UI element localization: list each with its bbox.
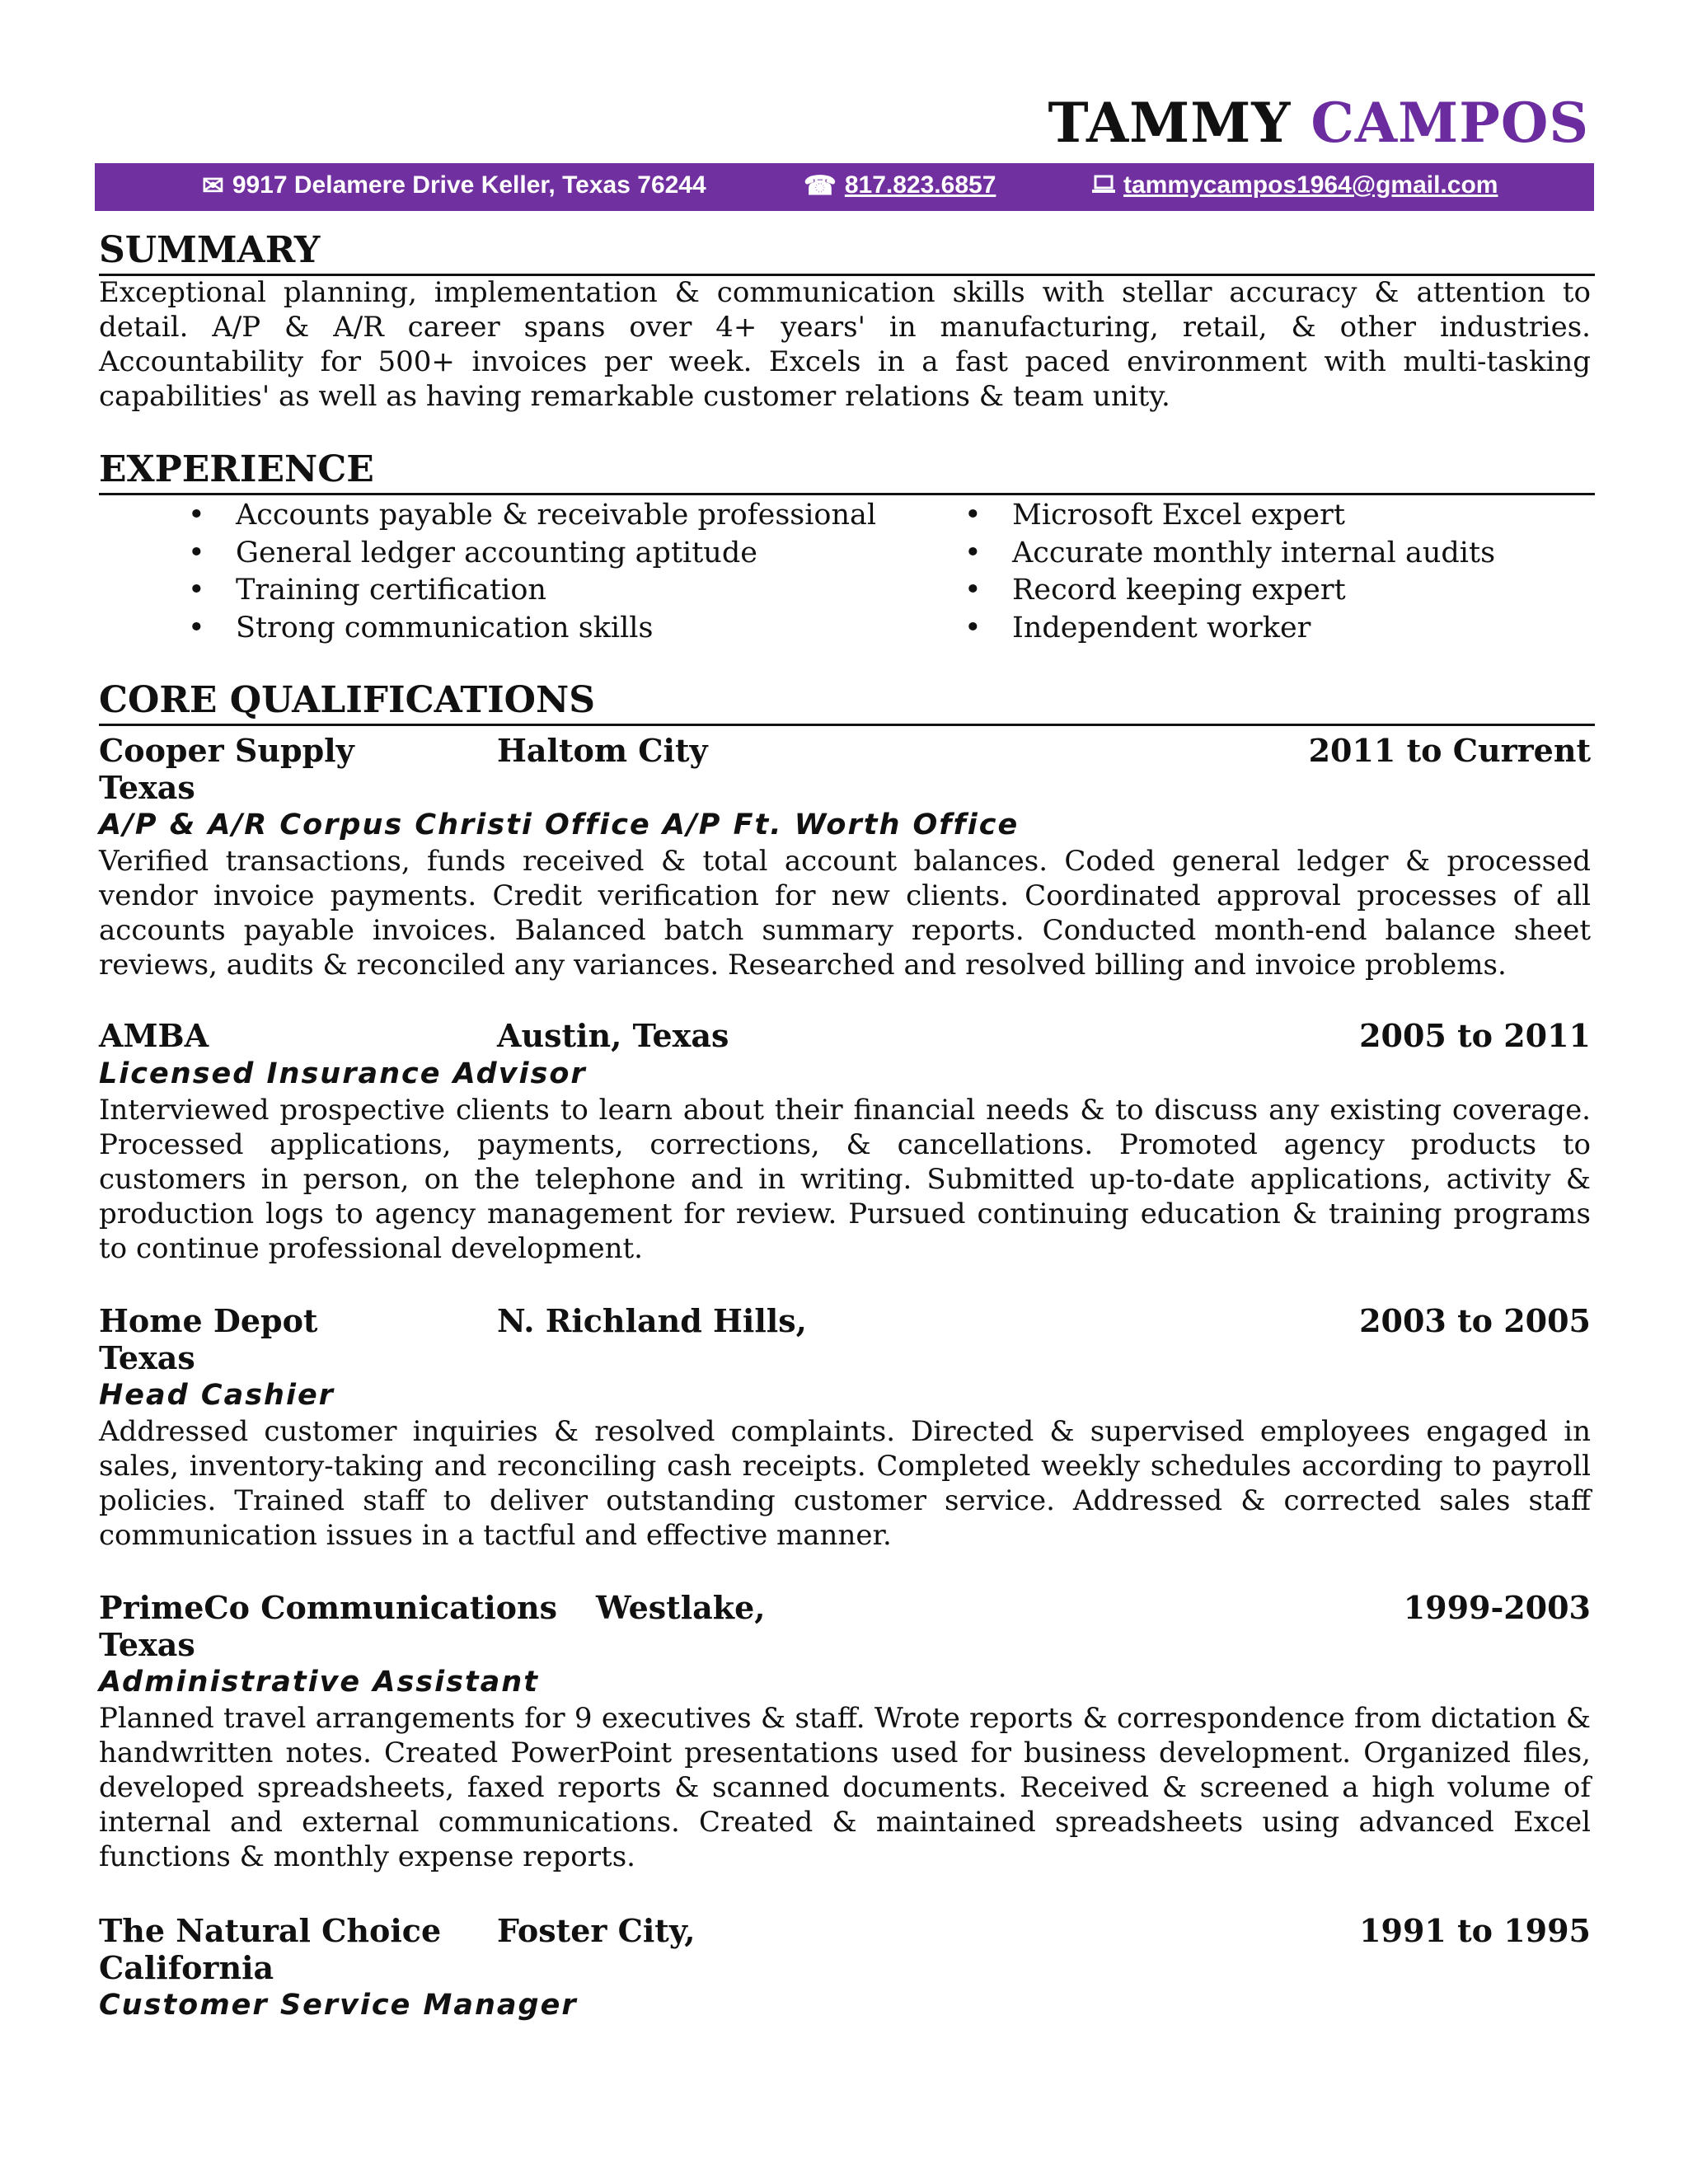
job-company: PrimeCo Communications <box>99 1589 558 1626</box>
email-link[interactable]: tammycampos1964@gmail.com <box>1123 171 1498 199</box>
job-description: Addressed customer inquiries & resolved complaints. Directed & supervised employees engaged in sales, inventory-taking and reconciling cash receipts. Completed weekly schedules according to payroll policies. Trained staff to deliver outstanding customer service. Addressed & corrected sales staff communication issues in a tactful and effective manner. <box>99 1415 1591 1552</box>
experience-list-right <box>964 497 1495 647</box>
job-description: Interviewed prospective clients to learn about their financial needs & to discuss any existing coverage. Processed applications, payments, corrections, & cancellations. Promoted agency products to customers in person, on the telephone and in writing. Submitted up-to-date applications, activity & production logs to agency management for review. Pursued continuing education & training programs to continue professional development. <box>99 1094 1591 1265</box>
summary-text: Exceptional planning, implementation & communication skills with stellar accuracy & attention to detail. A/P & A/R career spans over 4+ years' in manufacturing, retail, & other industries. Accountability for 500+ invoices per week. Excels in a fast paced environment with multi-tasking capabilities' as well as having remarkable customer relations & team unity. <box>99 276 1591 413</box>
job-state: Texas <box>99 769 195 806</box>
contact-bar <box>95 163 1594 211</box>
address-text: 9917 Delamere Drive Keller, Texas 76244 <box>232 171 706 199</box>
job-title: A/P & A/R Corpus Christi Office A/P Ft. Worth Office <box>99 808 1020 841</box>
laptop-icon <box>1092 172 1115 199</box>
experience-item: • Microsoft Excel expert <box>964 497 1495 535</box>
job-state: Texas <box>99 1626 195 1663</box>
job-dates: 2005 to 2011 <box>1359 1017 1591 1054</box>
job-description: Planned travel arrangements for 9 executives & staff. Wrote reports & correspondence from dictation & handwritten notes. Created PowerPoint presentations used for business development. Organized files, developed spreadsheets, faxed reports & scanned documents. Received & screened a high volume of internal and external communications. Created & maintained spreadsheets using advanced Excel functions & monthly expense reports. <box>99 1702 1591 1873</box>
job-header <box>99 1017 1591 1055</box>
experience-item: • Training certification <box>188 572 876 610</box>
job-description: Verified transactions, funds received & total account balances. Coded general ledger & processed vendor invoice payments. Credit verification for new clients. Coordinated approval processes of all accounts payable invoices. Balanced batch summary reports. Conducted month-end balance sheet reviews, audits & reconciled any variances. Researched and resolved billing and invoice problems. <box>99 845 1591 982</box>
experience-item: • Independent worker <box>964 610 1495 648</box>
applicant-name <box>1048 91 1589 155</box>
job-header <box>99 1302 1591 1340</box>
job-dates: 1991 to 1995 <box>1359 1912 1591 1949</box>
job-location: Haltom City <box>497 732 708 769</box>
envelope-icon: ✉ <box>202 171 224 200</box>
job-entry <box>99 732 1591 982</box>
job-entry <box>99 1589 1591 1874</box>
job-header <box>99 732 1591 770</box>
experience-item: • General ledger accounting aptitude <box>188 535 876 573</box>
first-name: TAMMY <box>1048 91 1292 155</box>
job-state: Texas <box>99 1339 195 1376</box>
experience-item: • Accounts payable & receivable professional <box>188 497 876 535</box>
phone-link[interactable]: 817.823.6857 <box>844 171 996 199</box>
job-location: Westlake, <box>596 1589 766 1626</box>
job-location: Foster City, <box>497 1912 696 1949</box>
job-location: N. Richland Hills, <box>497 1302 807 1339</box>
job-entry <box>99 1017 1591 1266</box>
experience-item: • Accurate monthly internal audits <box>964 535 1495 573</box>
job-title: Customer Service Manager <box>99 1989 578 2022</box>
job-state: California <box>99 1949 274 1986</box>
summary-heading: SUMMARY <box>99 232 1595 276</box>
core-qualifications-heading: CORE QUALIFICATIONS <box>99 682 1595 726</box>
contact-phone[interactable] <box>804 171 996 199</box>
job-entry <box>99 1302 1591 1553</box>
job-dates: 2011 to Current <box>1308 732 1591 769</box>
job-company: Home Depot <box>99 1302 318 1339</box>
job-dates: 1999-2003 <box>1403 1589 1591 1626</box>
experience-item: • Record keeping expert <box>964 572 1495 610</box>
job-company: The Natural Choice <box>99 1912 442 1949</box>
last-name: CAMPOS <box>1311 91 1589 155</box>
job-title: Licensed Insurance Advisor <box>99 1057 587 1090</box>
contact-address <box>202 171 706 199</box>
experience-item: • Strong communication skills <box>188 610 876 648</box>
job-entry <box>99 1912 1591 2024</box>
job-title: Administrative Assistant <box>99 1666 539 1699</box>
experience-heading: EXPERIENCE <box>99 452 1595 495</box>
job-title: Head Cashier <box>99 1379 335 1412</box>
job-company: AMBA <box>99 1017 209 1054</box>
job-header <box>99 1589 1591 1627</box>
contact-email[interactable] <box>1092 171 1498 199</box>
job-dates: 2003 to 2005 <box>1359 1302 1591 1339</box>
experience-list-left <box>188 497 876 647</box>
job-company: Cooper Supply <box>99 732 354 769</box>
phone-icon: ☎ <box>804 171 837 200</box>
job-header <box>99 1912 1591 1950</box>
job-location: Austin, Texas <box>497 1017 729 1054</box>
